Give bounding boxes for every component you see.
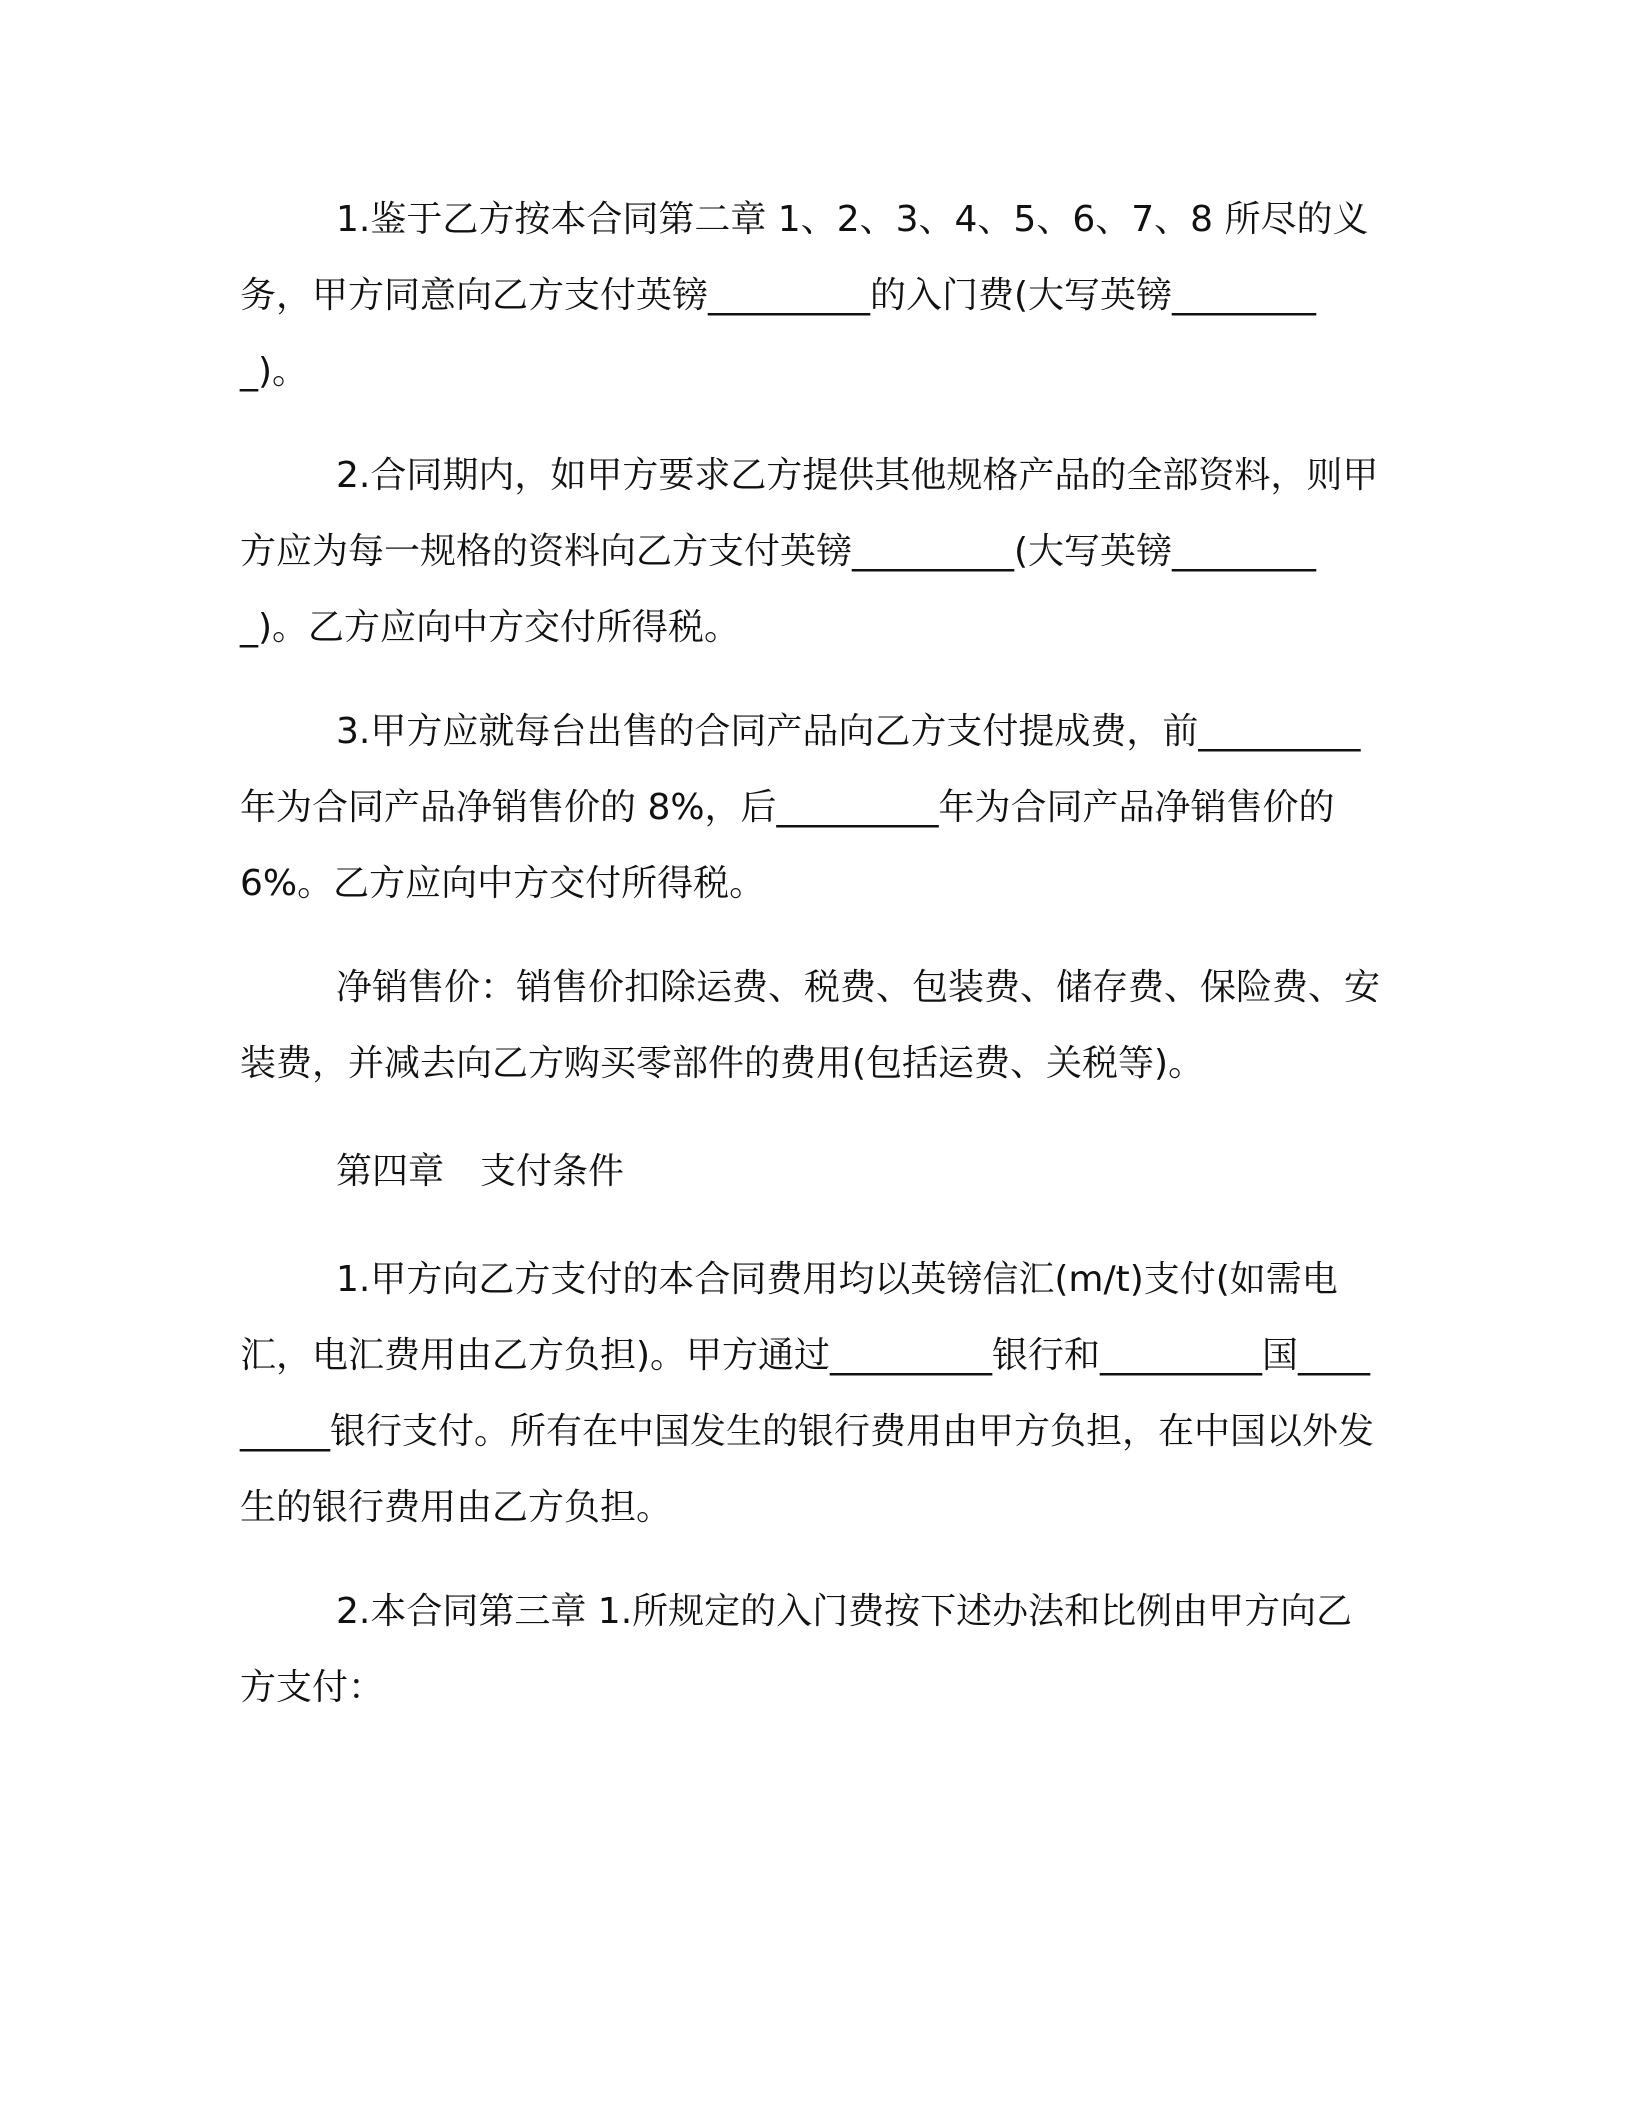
- paragraph-royalty: 3.甲方应就每台出售的合同产品向乙方支付提成费，前_________年为合同产品净销售价的 8%，后_________年为合同产品净销售价的 6%。乙方应向中方交付所得税。: [240, 711, 1361, 904]
- paragraph-entry-fee: 1.鉴于乙方按本合同第二章 1、2、3、4、5、6、7、8 所尽的义务，甲方同意向乙方支付英镑_________的入门费(大写英镑_________)。: [240, 199, 1369, 392]
- chapter-heading: 第四章 支付条件: [336, 1151, 625, 1192]
- paragraph-net-sales-price: 净销售价：销售价扣除运费、税费、包装费、储存费、保险费、安装费，并减去向乙方购买零部件的费用(包括运费、关税等)。: [240, 967, 1381, 1084]
- paragraph-entry-fee-payment: 2.本合同第三章 1.所规定的入门费按下述办法和比例由甲方向乙方支付：: [240, 1591, 1353, 1708]
- paragraph-payment-method: 1.甲方向乙方支付的本合同费用均以英镑信汇(m/t)支付(如需电汇，电汇费用由乙方负担)。甲方通过_________银行和_________国_________银行支付。所有在中国发生的银行费用由甲方负担，在中国以外发生的银行费用由乙方负担。: [240, 1259, 1375, 1528]
- paragraph-spec-data-fee: 2.合同期内，如甲方要求乙方提供其他规格产品的全部资料，则甲方应为每一规格的资料向乙方支付英镑_________(大写英镑_________)。乙方应向中方交付所得税。: [240, 455, 1379, 648]
